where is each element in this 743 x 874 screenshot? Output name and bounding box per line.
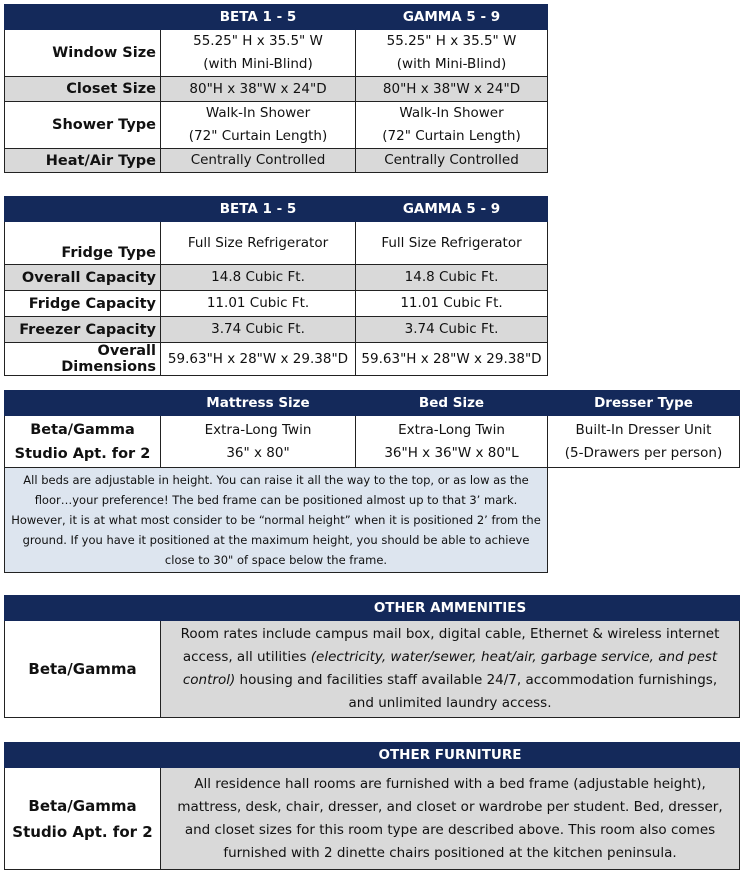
table-row: [5, 265, 548, 291]
table-row: [5, 77, 548, 102]
gamma-value: 11.01 Cubic Ft.: [356, 291, 548, 317]
header-beta: BETA 1 - 5: [161, 197, 356, 222]
label-line: Studio Apt. for 2: [14, 445, 151, 462]
gamma-value: [356, 30, 548, 77]
header-blank-cell: [5, 5, 161, 30]
table-row: [5, 621, 740, 718]
table-row: [5, 317, 548, 343]
beta-value: [161, 30, 356, 77]
value-line: 36"H x 36"W x 80"L: [384, 444, 519, 461]
amenities-label: Beta/Gamma: [5, 621, 161, 718]
table-row: [5, 222, 548, 265]
bed-specs-table: [4, 390, 740, 573]
beta-value: Centrally Controlled: [161, 149, 356, 173]
value-line: 36" x 80": [226, 444, 290, 461]
amenities-text: [161, 621, 740, 718]
header-gamma: GAMMA 5 - 9: [356, 197, 548, 222]
table-row: [5, 102, 548, 149]
table-row: [5, 416, 740, 468]
table-row: [5, 468, 740, 573]
dresser-value: [548, 416, 740, 468]
row-label: Heat/Air Type: [5, 149, 161, 173]
value-line: 55.25" H x 35.5" W: [386, 33, 517, 49]
row-label: Overall Dimensions: [5, 343, 161, 376]
row-label: Shower Type: [5, 102, 161, 149]
header-gamma: GAMMA 5 - 9: [356, 5, 548, 30]
mattress-value: [161, 416, 356, 468]
gamma-value: Centrally Controlled: [356, 149, 548, 173]
row-label: Closet Size: [5, 77, 161, 102]
value-line: Built-In Dresser Unit: [575, 421, 712, 438]
value-line: Walk-In Shower: [399, 105, 504, 121]
row-label: [5, 416, 161, 468]
room-specs-table: [4, 4, 548, 173]
beta-value: Full Size Refrigerator: [161, 222, 356, 265]
gamma-value: 80"H x 38"W x 24"D: [356, 77, 548, 102]
table-row: [5, 343, 548, 376]
beta-value: [161, 102, 356, 149]
beta-value: 80"H x 38"W x 24"D: [161, 77, 356, 102]
amenities-header: OTHER AMMENITIES: [161, 596, 740, 621]
header-mattress: Mattress Size: [161, 391, 356, 416]
table-header-row: [5, 5, 548, 30]
value-line: Extra-Long Twin: [398, 421, 505, 438]
beta-value: 11.01 Cubic Ft.: [161, 291, 356, 317]
beta-value: 3.74 Cubic Ft.: [161, 317, 356, 343]
furniture-text: All residence hall rooms are furnished with a bed frame (adjustable height), mattress, desk, chair, dresser, and closet or wardrobe per student. Bed, dresser, and closet sizes for this room type are described above. This room also comes furnished with 2 dinette chairs positioned at the kitchen peninsula.: [161, 768, 740, 870]
fridge-specs-table: [4, 196, 548, 376]
value-line: (with Mini-Blind): [396, 56, 507, 72]
row-label: Fridge Type: [5, 222, 161, 265]
gamma-value: Full Size Refrigerator: [356, 222, 548, 265]
beta-value: 59.63"H x 28"W x 29.38"D: [161, 343, 356, 376]
row-label: Freezer Capacity: [5, 317, 161, 343]
beta-value: 14.8 Cubic Ft.: [161, 265, 356, 291]
empty-cell: [548, 468, 740, 573]
furniture-label: [5, 768, 161, 870]
bed-value: [356, 416, 548, 468]
header-bed: Bed Size: [356, 391, 548, 416]
row-label: Fridge Capacity: [5, 291, 161, 317]
value-line: Extra-Long Twin: [204, 421, 312, 438]
table-header-row: [5, 743, 740, 768]
header-blank-cell: [5, 197, 161, 222]
label-line: Studio Apt. for 2: [12, 822, 153, 841]
value-line: (5-Drawers per person): [564, 444, 723, 461]
value-line: 55.25" H x 35.5" W: [193, 33, 323, 49]
gamma-value: 3.74 Cubic Ft.: [356, 317, 548, 343]
amenities-text-part1: Room rates include campus mail box, digital cable, Ethernet & wireless internet access, all utilities: [180, 626, 720, 665]
furniture-table: [4, 742, 740, 870]
gamma-value: 59.63"H x 28"W x 29.38"D: [356, 343, 548, 376]
gamma-value: [356, 102, 548, 149]
table-header-row: [5, 197, 548, 222]
header-dresser: Dresser Type: [548, 391, 740, 416]
amenities-text-part2: housing and facilities staff available 24/7, accommodation furnishings, and unlimited laundry access.: [235, 672, 718, 711]
header-blank-cell: [5, 391, 161, 416]
row-label: Overall Capacity: [5, 265, 161, 291]
label-line: Beta/Gamma: [28, 796, 137, 815]
header-blank-cell: [5, 596, 161, 621]
table-header-row: [5, 391, 740, 416]
bed-height-note: All beds are adjustable in height. You can raise it all the way to the top, or as low as the floor…your preference! The bed frame can be positioned almost up to that 3’ mark. However, it is at what most consider to be “normal height” when it is positioned 2’ from the ground. If you have it positioned at the maximum height, you should be able to achieve close to 30" of space below the frame.: [5, 468, 548, 573]
table-row: [5, 149, 548, 173]
amenities-text-italic: (electricity, water/sewer, heat/air, garbage service, and pest control): [182, 649, 718, 688]
value-line: (72" Curtain Length): [382, 128, 521, 144]
table-row: [5, 30, 548, 77]
label-line: Beta/Gamma: [30, 421, 135, 438]
header-blank-cell: [5, 743, 161, 768]
table-header-row: [5, 596, 740, 621]
table-row: [5, 768, 740, 870]
value-line: (with Mini-Blind): [203, 56, 313, 72]
table-row: [5, 291, 548, 317]
value-line: (72" Curtain Length): [188, 128, 328, 144]
furniture-header: OTHER FURNITURE: [161, 743, 740, 768]
amenities-table: [4, 595, 740, 718]
row-label: Window Size: [5, 30, 161, 77]
value-line: Walk-In Shower: [205, 105, 311, 121]
header-beta: BETA 1 - 5: [161, 5, 356, 30]
gamma-value: 14.8 Cubic Ft.: [356, 265, 548, 291]
